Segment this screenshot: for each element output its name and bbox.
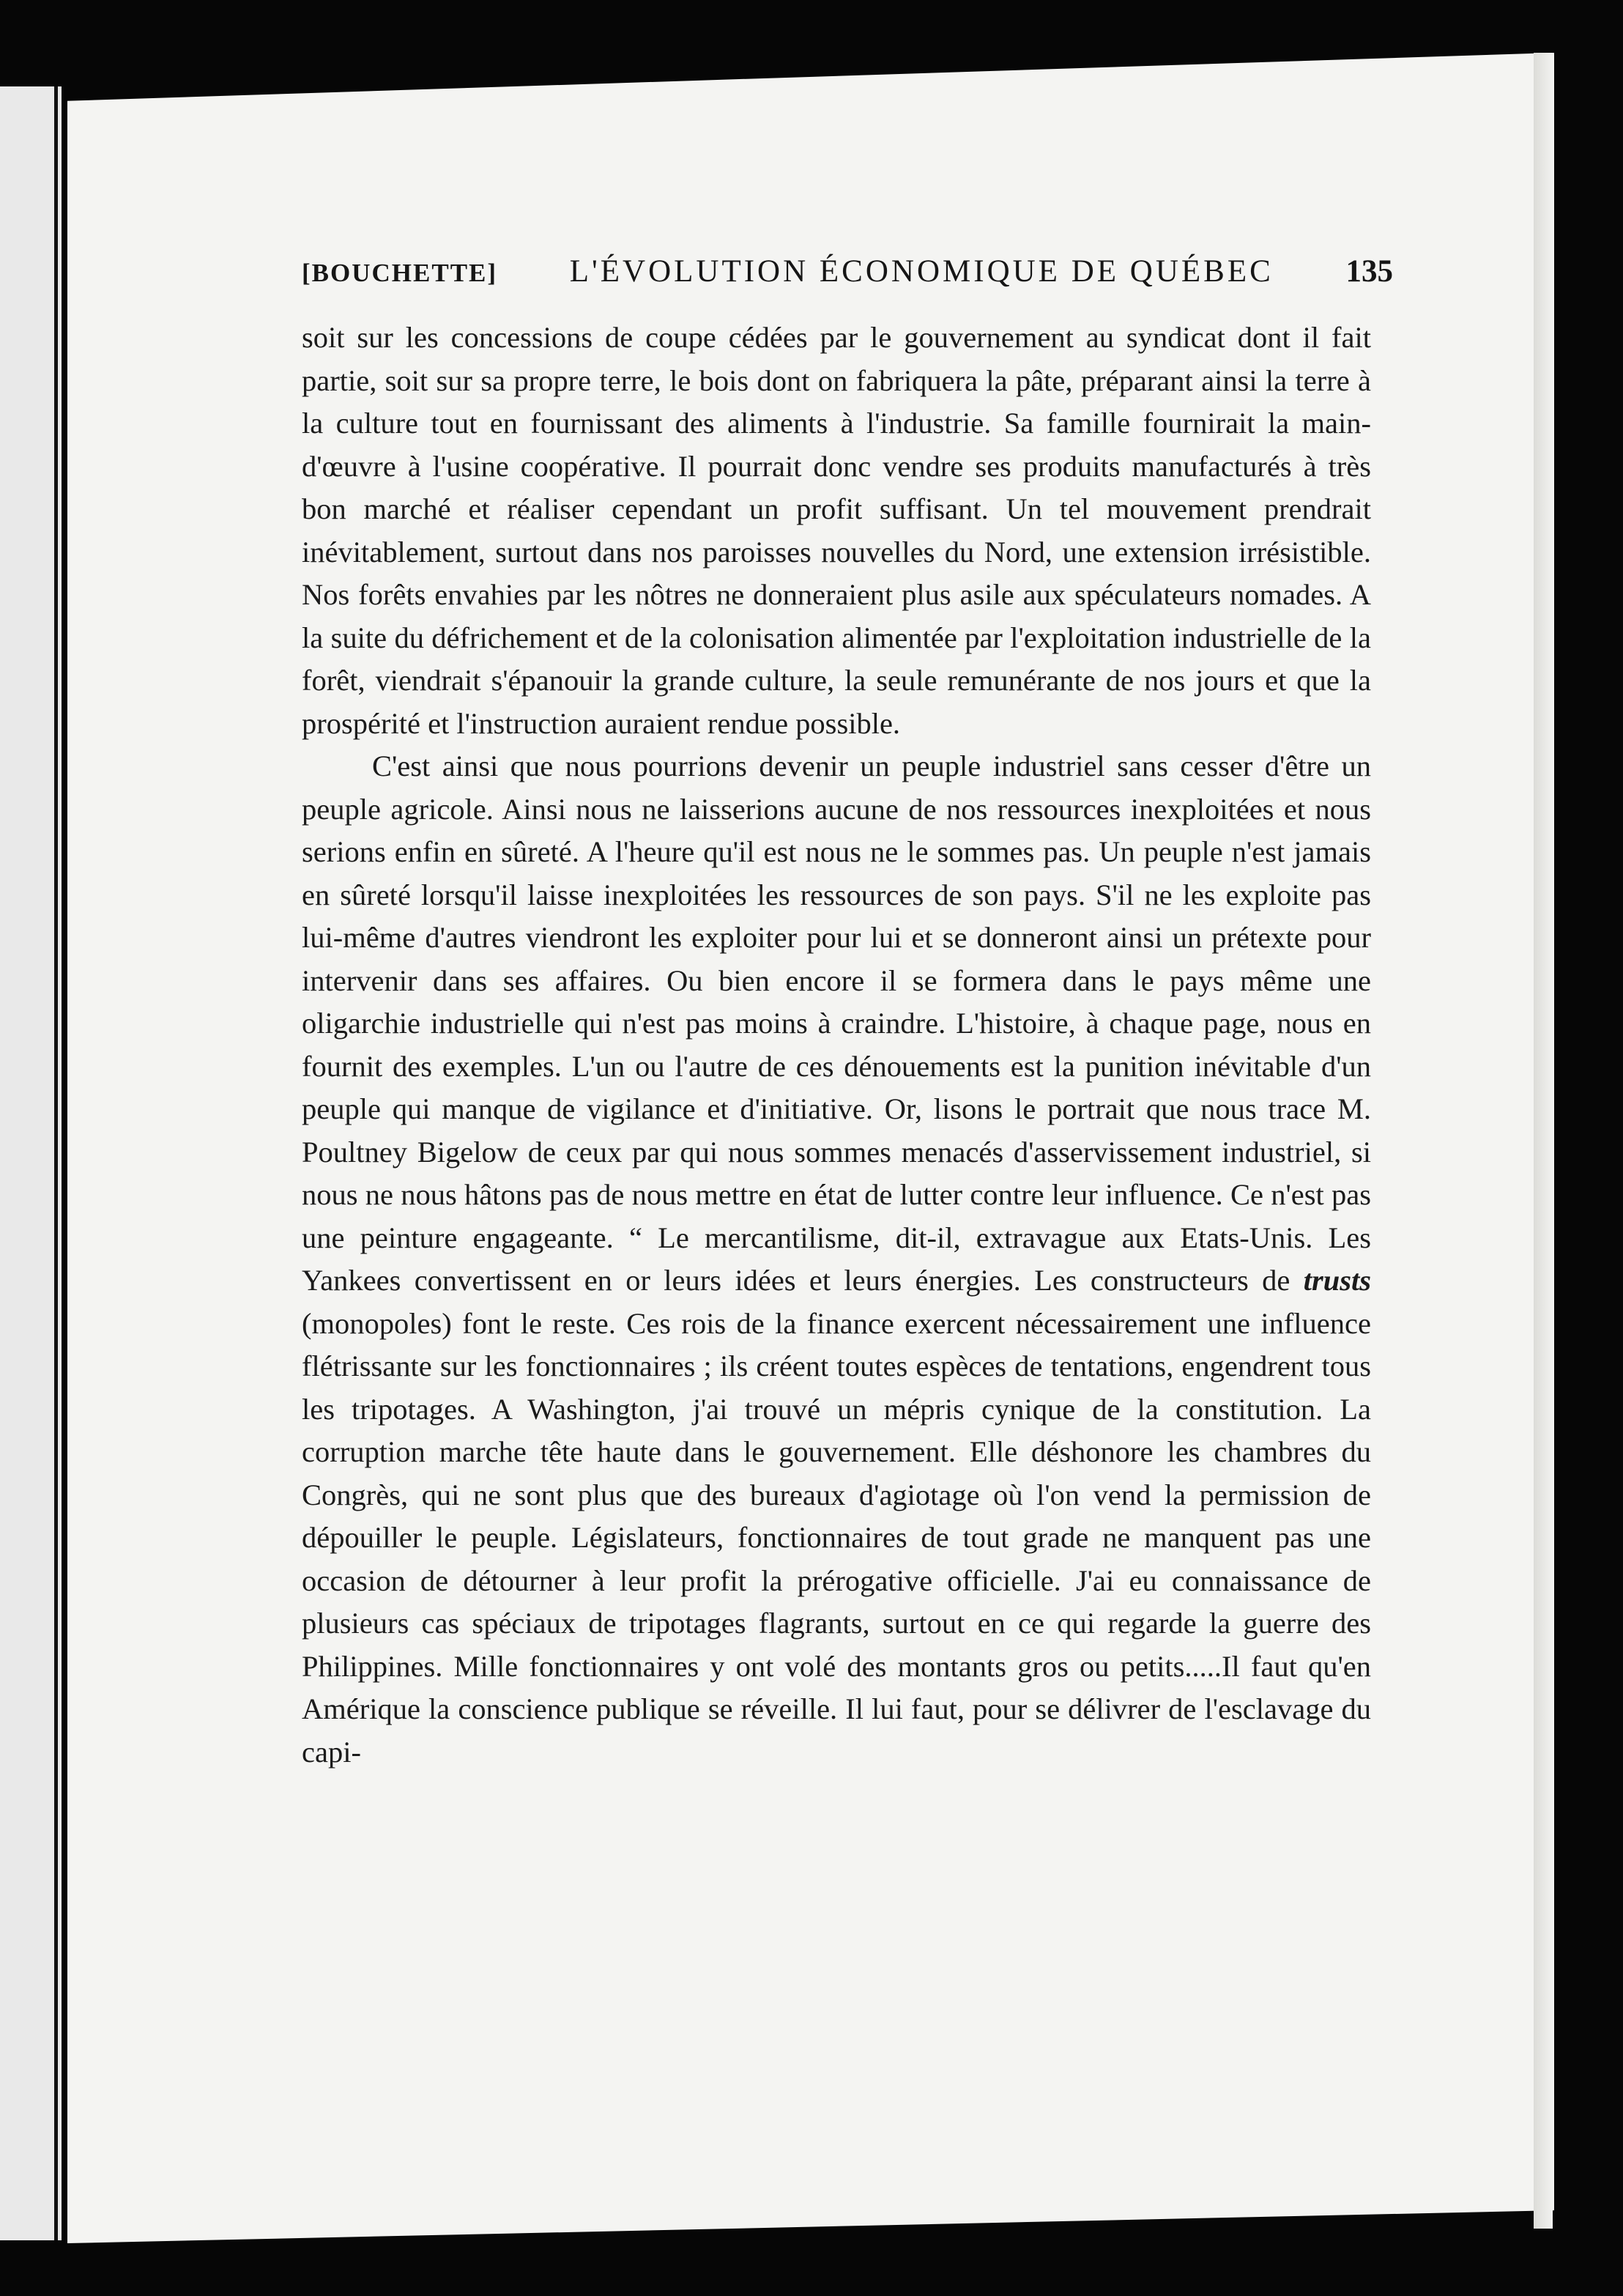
header-author: [BOUCHETTE] xyxy=(302,259,498,287)
page-number: 135 xyxy=(1345,254,1393,289)
page-edge-shadow xyxy=(1534,53,1553,2229)
italic-term: trusts xyxy=(1303,1264,1371,1297)
binding-rule xyxy=(54,86,58,2240)
header-title: L'ÉVOLUTION ÉCONOMIQUE DE QUÉBEC xyxy=(569,254,1274,289)
paragraph xyxy=(302,745,1371,1774)
text-segment: (monopoles) font le reste. Ces rois de la finance exercent nécessairement une influence flétrissante sur les fonctionnaires ; ils créent toutes espèces de tentations, engendrent tous les tripotages. A Washington, j'ai trouvé un mépris cynique de la constitution. La corruption marche tête haute dans le gouvernement. Elle déshonore les chambres du Congrès, qui ne sont plus que des bureaux d'agiotage où l'on vend la permission de dépouiller le peuple. Législateurs, fonctionnaires de tout grade ne manquent pas une occasion de détourner à leur profit la prérogative officielle. J'ai eu connaissance de plusieurs cas spéciaux de tripotages flagrants, surtout en ce qui regarde la guerre des Philippines. Mille fonctionnaires y ont volé des montants gros ou petits.....Il faut qu'en Amérique la conscience publique se réveille. Il lui faut, pour se délivrer de l'esclavage du capi- xyxy=(302,1306,1371,1769)
text-segment: soit sur les concessions de coupe cédées par le gouvernement au syndicat dont il fait partie, soit sur sa propre terre, le bois dont on fabriquera la pâte, préparant ainsi la terre à la culture tout en fournissant des aliments à l'industrie. Sa famille fournirait la main-d'œuvre à l'usine coopérative. Il pourrait donc vendre ses produits manufacturés à très bon marché et réaliser cependant un profit suffisant. Un tel mouvement prendrait inévitablement, surtout dans nos paroisses nouvelles du Nord, une extension irrésistible. Nos forêts envahies par les nôtres ne donneraient plus asile aux spéculateurs nomades. A la suite du défrichement et de la colonisation alimentée par l'exploitation industrielle de la forêt, viendrait s'épanouir la grande culture, la seule remunérante de nos jours et que la prospérité et l'instruction auraient rendue possible. xyxy=(302,321,1371,740)
paragraph xyxy=(302,316,1371,745)
previous-page-edge xyxy=(0,86,62,2240)
body-text xyxy=(302,316,1371,1774)
running-header xyxy=(302,253,1393,295)
text-segment: C'est ainsi que nous pourrions devenir un peuple industriel sans cesser d'être un peuple agricole. Ainsi nous ne laisserions aucune de nos ressources inexploitées et nous serions enfin en sûreté. A l'heure qu'il est nous ne le sommes pas. Un peuple n'est jamais en sûreté lorsqu'il laisse inexploitées les ressources de son pays. S'il ne les exploite pas lui-même d'autres viendront les exploiter pour lui et se donneront ainsi un prétexte pour intervenir dans ses affaires. Ou bien encore il se formera dans le pays même une oligarchie industrielle qui n'est pas moins à craindre. L'histoire, à chaque page, nous en fournit des exemples. L'un ou l'autre de ces dénouements est la punition inévitable d'un peuple qui manque de vigilance et d'initiative. Or, lisons le portrait que nous trace M. Poultney Bigelow de ceux par qui nous sommes menacés d'asservissement industriel, si nous ne nous hâtons pas de nous mettre en état de lutter contre leur influence. Ce n'est pas une peinture engageante. “ Le mercantilisme, dit-il, extravague aux Etats-Unis. Les Yankees convertissent en or leurs idées et leurs énergies. Les constructeurs de xyxy=(302,749,1371,1297)
